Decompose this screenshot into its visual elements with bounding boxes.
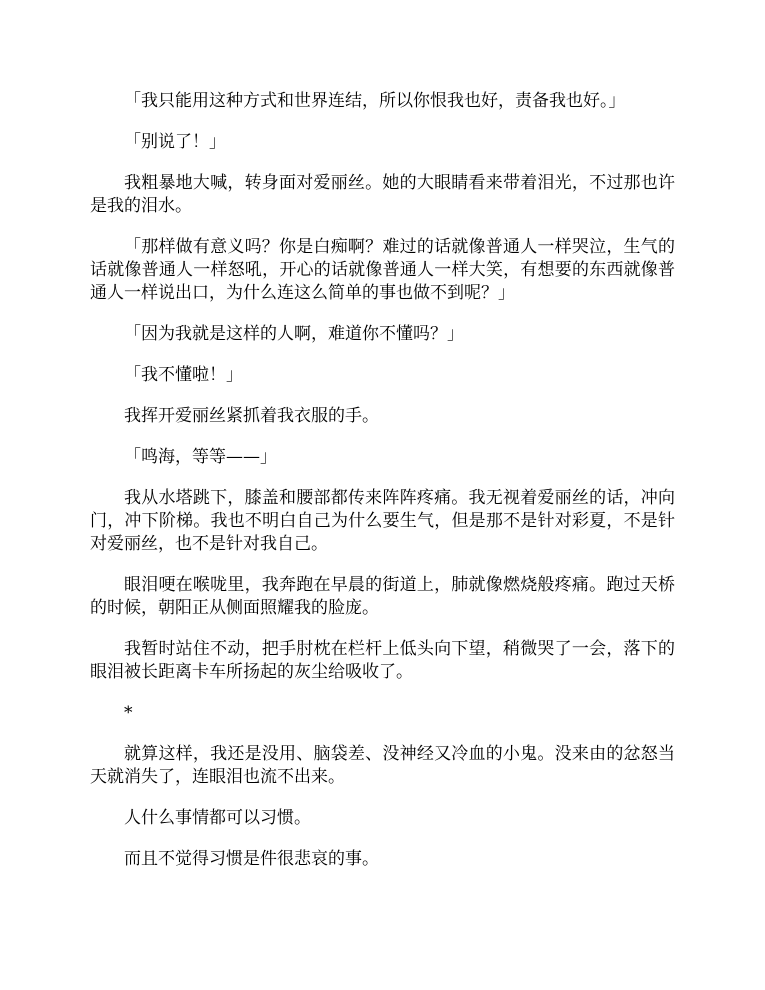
paragraph: 眼泪哽在喉咙里，我奔跑在早晨的街道上，肺就像燃烧般疼痛。跑过天桥的时候，朝阳正从侧面照耀我的脸庞。 xyxy=(90,575,675,618)
paragraph: 「那样做有意义吗？你是白痴啊？难过的话就像普通人一样哭泣，生气的话就像普通人一样怒吼，开心的话就像普通人一样大笑，有想要的东西就像普通人一样说出口，为什么连这么简单的事也做不到呢？」 xyxy=(90,237,675,303)
paragraph: 我挥开爱丽丝紧抓着我衣服的手。 xyxy=(124,406,379,426)
paragraph: 「我只能用这种方式和世界连结，所以你恨我也好，责备我也好。」 xyxy=(124,91,626,111)
paragraph: 而且不觉得习惯是件很悲哀的事。 xyxy=(124,849,379,869)
paragraph: 「别说了！」 xyxy=(124,132,226,152)
paragraph: 我暂时站住不动，把手肘枕在栏杆上低头向下望，稍微哭了一会，落下的眼泪被长距离卡车所扬起的灰尘给吸收了。 xyxy=(90,639,675,682)
scene-break: * xyxy=(124,703,133,723)
document-page xyxy=(90,90,675,889)
paragraph: 人什么事情都可以习惯。 xyxy=(124,808,311,828)
paragraph: 我粗暴地大喊，转身面对爱丽丝。她的大眼睛看来带着泪光，不过那也许是我的泪水。 xyxy=(90,173,675,216)
paragraph: 「鸣海，等等——」 xyxy=(124,447,277,467)
paragraph: 「因为我就是这样的人啊，难道你不懂吗？」 xyxy=(124,324,464,344)
paragraph: 就算这样，我还是没用、脑袋差、没神经又冷血的小鬼。没来由的忿怒当天就消失了，连眼泪也流不出来。 xyxy=(90,744,675,787)
paragraph: 「我不懂啦！」 xyxy=(124,365,243,385)
paragraph: 我从水塔跳下，膝盖和腰部都传来阵阵疼痛。我无视着爱丽丝的话，冲向门，冲下阶梯。我也不明白自己为什么要生气，但是那不是针对彩夏，不是针对爱丽丝，也不是针对我自己。 xyxy=(90,488,675,554)
